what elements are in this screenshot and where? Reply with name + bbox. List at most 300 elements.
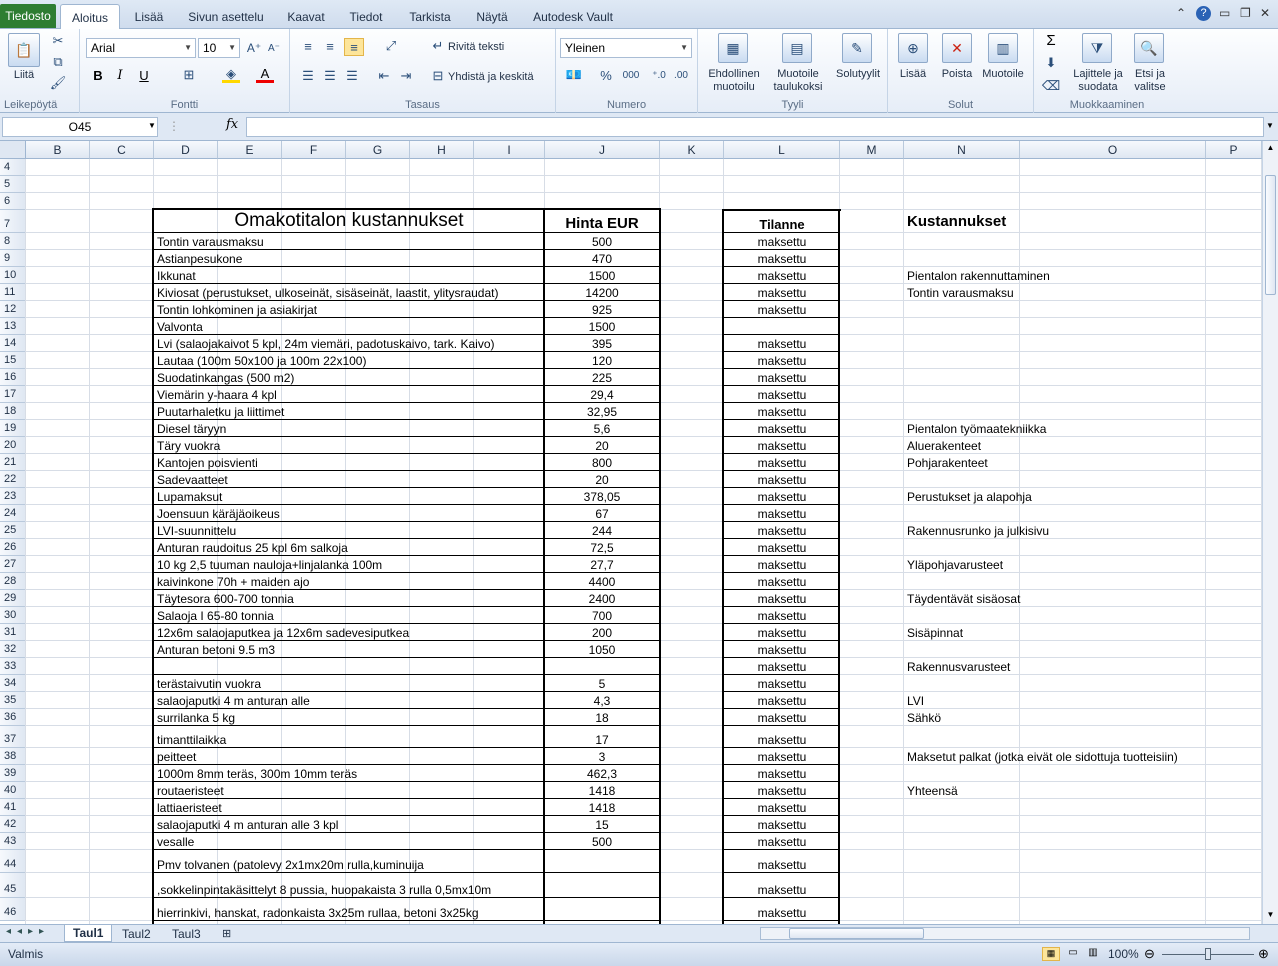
- cost-category[interactable]: Tontin varausmaksu: [907, 286, 1014, 300]
- tab-page-layout[interactable]: Sivun asettelu: [188, 9, 264, 24]
- paste-button[interactable]: Liitä: [13, 69, 35, 81]
- item-status[interactable]: maksettu: [757, 422, 807, 436]
- sort-filter-label-1[interactable]: Lajittele ja: [1073, 68, 1123, 80]
- row-header[interactable]: 18: [0, 403, 26, 420]
- item-status[interactable]: maksettu: [757, 252, 807, 266]
- decrease-indent-icon[interactable]: ⇤: [378, 68, 390, 83]
- window-restore-icon[interactable]: ❐: [1240, 6, 1251, 20]
- item-description[interactable]: Ikkunat: [157, 269, 196, 283]
- item-status[interactable]: maksettu: [757, 694, 807, 708]
- item-status[interactable]: maksettu: [757, 677, 807, 691]
- item-status[interactable]: maksettu: [757, 388, 807, 402]
- item-price[interactable]: 32,95: [586, 405, 618, 419]
- tab-formulas[interactable]: Kaavat: [287, 9, 325, 24]
- item-description[interactable]: hierrinkivi, hanskat, radonkaista 3x25m rullaa, betoni 3x25kg: [157, 906, 479, 920]
- item-price[interactable]: 27,7: [590, 558, 614, 572]
- item-status[interactable]: maksettu: [757, 767, 807, 781]
- row-header[interactable]: 4: [0, 159, 26, 176]
- item-description[interactable]: Salaoja I 65-80 tonnia: [157, 609, 274, 623]
- sheet-tab-taul1[interactable]: Taul1: [64, 925, 112, 942]
- fill-icon[interactable]: ⬇: [1045, 55, 1057, 70]
- item-price[interactable]: 14200: [585, 286, 619, 300]
- select-all-corner[interactable]: [0, 141, 26, 159]
- item-price[interactable]: 700: [591, 609, 613, 623]
- item-price[interactable]: 1418: [588, 801, 616, 815]
- row-header[interactable]: 13: [0, 318, 26, 335]
- item-price[interactable]: 29,4: [590, 388, 614, 402]
- align-right-icon[interactable]: ☰: [346, 68, 358, 83]
- tab-review[interactable]: Tarkista: [409, 9, 451, 24]
- item-status[interactable]: maksettu: [757, 473, 807, 487]
- column-header[interactable]: K: [660, 141, 724, 159]
- delete-cells-button[interactable]: Poista: [941, 68, 973, 80]
- costs-header[interactable]: Kustannukset: [907, 213, 1007, 230]
- item-status[interactable]: maksettu: [757, 711, 807, 725]
- item-status[interactable]: maksettu: [757, 558, 807, 572]
- row-header[interactable]: 38: [0, 748, 26, 765]
- item-price[interactable]: 244: [591, 524, 613, 538]
- row-header[interactable]: 45: [0, 873, 26, 898]
- column-header[interactable]: M: [840, 141, 904, 159]
- item-price[interactable]: [545, 850, 659, 873]
- cell-border: [723, 920, 840, 921]
- item-price[interactable]: [545, 873, 659, 898]
- help-icon[interactable]: ?: [1196, 6, 1211, 21]
- item-status[interactable]: maksettu: [757, 906, 807, 920]
- item-price[interactable]: 1500: [588, 269, 616, 283]
- item-description[interactable]: Anturan raudoitus 25 kpl 6m salkoja: [157, 541, 348, 555]
- column-header[interactable]: F: [282, 141, 346, 159]
- minimize-ribbon-icon[interactable]: ⌃: [1176, 6, 1187, 20]
- column-header[interactable]: P: [1206, 141, 1262, 159]
- item-price[interactable]: 67: [595, 507, 609, 521]
- format-cells-button[interactable]: Muotoile: [982, 68, 1024, 80]
- cost-category[interactable]: Pientalon rakennuttaminen: [907, 269, 1050, 283]
- cell-styles-button[interactable]: Solutyylit: [835, 68, 881, 80]
- item-description[interactable]: routaeristeet: [157, 784, 224, 798]
- item-price[interactable]: 18: [595, 711, 609, 725]
- row-header[interactable]: 42: [0, 816, 26, 833]
- item-status[interactable]: maksettu: [757, 337, 807, 351]
- paste-icon[interactable]: 📋: [8, 33, 40, 67]
- row-header[interactable]: 12: [0, 301, 26, 318]
- delete-cells-icon[interactable]: ✕: [942, 33, 972, 63]
- cost-category[interactable]: Täydentävät sisäosat: [907, 592, 1021, 606]
- column-header[interactable]: C: [90, 141, 154, 159]
- tab-insert[interactable]: Lisää: [134, 9, 164, 24]
- item-description[interactable]: Astianpesukone: [157, 252, 243, 266]
- item-description[interactable]: terästaivutin vuokra: [157, 677, 262, 691]
- item-status[interactable]: maksettu: [757, 643, 807, 657]
- item-status[interactable]: maksettu: [757, 818, 807, 832]
- row-header[interactable]: 27: [0, 556, 26, 573]
- row-header[interactable]: 33: [0, 658, 26, 675]
- horizontal-scroll-thumb[interactable]: [789, 928, 924, 939]
- format-cells-icon[interactable]: ▥: [988, 33, 1018, 63]
- tab-home[interactable]: Aloitus: [60, 4, 120, 30]
- format-painter-icon[interactable]: 🖌: [49, 75, 67, 90]
- item-description[interactable]: Tontin lohkominen ja asiakirjat: [157, 303, 318, 317]
- item-price[interactable]: 3: [598, 750, 606, 764]
- column-header[interactable]: J: [545, 141, 660, 159]
- item-price[interactable]: [545, 658, 659, 675]
- item-price[interactable]: 1050: [588, 643, 616, 657]
- insert-cells-button[interactable]: Lisää: [899, 68, 927, 80]
- item-description[interactable]: Täry vuokra: [157, 439, 221, 453]
- sheet-nav-icons[interactable]: ◂◂▸▸: [6, 926, 51, 937]
- increase-decimal-icon[interactable]: ⁺.0: [652, 69, 666, 81]
- item-description[interactable]: vesalle: [157, 835, 195, 849]
- item-price[interactable]: 1418: [588, 784, 616, 798]
- item-price[interactable]: 120: [591, 354, 613, 368]
- row-header[interactable]: 23: [0, 488, 26, 505]
- row-header[interactable]: 14: [0, 335, 26, 352]
- fill-color-icon[interactable]: ◈: [222, 67, 240, 83]
- tab-view[interactable]: Näytä: [476, 9, 508, 24]
- vertical-scrollbar[interactable]: [1262, 141, 1278, 924]
- format-as-table-label-1[interactable]: Muotoile: [777, 68, 819, 80]
- item-price[interactable]: 20: [595, 473, 609, 487]
- item-description[interactable]: kaivinkone 70h + maiden ajo: [157, 575, 310, 589]
- gridline: [25, 159, 26, 924]
- format-as-table-label-2[interactable]: taulukoksi: [773, 81, 823, 93]
- row-header[interactable]: 24: [0, 505, 26, 522]
- column-header[interactable]: B: [26, 141, 90, 159]
- item-description[interactable]: Sadevaatteet: [157, 473, 228, 487]
- item-price[interactable]: 4,3: [593, 694, 611, 708]
- underline-button[interactable]: U: [139, 67, 149, 83]
- item-description[interactable]: Kiviosat (perustukset, ulkoseinät, sisäseinät, laastit, ylitysraudat): [157, 286, 499, 300]
- item-status[interactable]: maksettu: [757, 235, 807, 249]
- item-status[interactable]: maksettu: [757, 439, 807, 453]
- item-description[interactable]: lattiaeristeet: [157, 801, 222, 815]
- item-status[interactable]: maksettu: [757, 541, 807, 555]
- item-price[interactable]: 5,6: [593, 422, 611, 436]
- row-header[interactable]: 9: [0, 250, 26, 267]
- item-status[interactable]: maksettu: [757, 592, 807, 606]
- number-format-select[interactable]: [560, 38, 692, 58]
- item-description[interactable]: Lvi (salaojakaivot 5 kpl, 24m viemäri, padotuskaivo, tark. Kaivo): [157, 337, 495, 351]
- item-status[interactable]: maksettu: [757, 883, 807, 897]
- clear-icon[interactable]: ⌫: [1041, 78, 1061, 93]
- item-description[interactable]: Joensuun käräjäoikeus: [157, 507, 280, 521]
- insert-function-button[interactable]: fx: [226, 117, 239, 132]
- item-price[interactable]: 395: [591, 337, 613, 351]
- normal-view-icon[interactable]: ▦: [1042, 947, 1060, 961]
- row-header[interactable]: 40: [0, 782, 26, 799]
- sort-filter-label-2[interactable]: suodata: [1078, 81, 1118, 93]
- row-header[interactable]: 32: [0, 641, 26, 658]
- page-layout-view-icon[interactable]: ▭: [1068, 947, 1078, 958]
- status-ready: Valmis: [8, 947, 44, 961]
- price-header[interactable]: Hinta EUR: [565, 215, 639, 232]
- name-box-dropdown-icon[interactable]: ▼: [148, 121, 156, 130]
- chevron-down-icon: ▼: [184, 43, 192, 52]
- row-header[interactable]: 31: [0, 624, 26, 641]
- find-select-label-1[interactable]: Etsi ja: [1135, 68, 1165, 80]
- item-description[interactable]: LVI-suunnittelu: [157, 524, 237, 538]
- scroll-down-icon[interactable]: ▼: [1266, 910, 1275, 919]
- bold-button[interactable]: B: [93, 67, 103, 83]
- item-description[interactable]: 12x6m salaojaputkea ja 12x6m sadevesiputkea: [157, 626, 410, 640]
- row-header[interactable]: 7: [0, 210, 26, 233]
- grow-font-icon[interactable]: A⁺: [246, 41, 262, 55]
- row-header[interactable]: 25: [0, 522, 26, 539]
- formula-input[interactable]: [246, 117, 1264, 137]
- item-status[interactable]: maksettu: [757, 286, 807, 300]
- autosum-icon[interactable]: Σ: [1046, 31, 1056, 49]
- copy-icon[interactable]: ⧉: [53, 54, 63, 69]
- item-description[interactable]: Anturan betoni 9.5 m3: [157, 643, 276, 657]
- name-box[interactable]: O45: [2, 117, 158, 137]
- column-header[interactable]: G: [346, 141, 410, 159]
- worksheet-grid[interactable]: [0, 141, 1262, 924]
- item-status[interactable]: maksettu: [757, 575, 807, 589]
- item-price[interactable]: 2400: [588, 592, 616, 606]
- item-price[interactable]: 462,3: [586, 767, 618, 781]
- item-status[interactable]: maksettu: [757, 733, 807, 747]
- item-price[interactable]: 20: [595, 439, 609, 453]
- item-price[interactable]: [545, 898, 659, 921]
- row-header[interactable]: 41: [0, 799, 26, 816]
- row-header[interactable]: 28: [0, 573, 26, 590]
- row-header[interactable]: 5: [0, 176, 26, 193]
- item-price[interactable]: 15: [595, 818, 609, 832]
- cost-category[interactable]: Sisäpinnat: [907, 626, 964, 640]
- item-price[interactable]: 378,05: [583, 490, 621, 504]
- row-header[interactable]: 46: [0, 898, 26, 921]
- item-status[interactable]: maksettu: [757, 858, 807, 872]
- item-price[interactable]: 925: [591, 303, 613, 317]
- align-middle-icon[interactable]: ≡: [326, 38, 334, 54]
- sheet-tab-taul3[interactable]: Taul3: [172, 926, 201, 941]
- conditional-formatting-icon[interactable]: ▦: [718, 33, 748, 63]
- item-description[interactable]: surrilanka 5 kg: [157, 711, 236, 725]
- orientation-icon[interactable]: ⤢: [385, 38, 397, 53]
- currency-icon[interactable]: 💶: [565, 67, 583, 82]
- item-description[interactable]: Suodatinkangas (500 m2): [157, 371, 295, 385]
- cost-category[interactable]: Yläpohjavarusteet: [907, 558, 1004, 572]
- find-select-icon[interactable]: 🔍: [1134, 33, 1164, 63]
- item-description[interactable]: [154, 658, 544, 675]
- shrink-font-icon[interactable]: A⁻: [268, 42, 280, 54]
- column-header[interactable]: L: [724, 141, 840, 159]
- item-description[interactable]: 10 kg 2,5 tuuman nauloja+linjalanka 100m: [157, 558, 383, 572]
- cost-category[interactable]: Maksetut palkat (jotka eivät ole sidottuja tuotteisiin): [907, 750, 1178, 764]
- row-header[interactable]: 29: [0, 590, 26, 607]
- item-status[interactable]: [724, 318, 840, 335]
- item-status[interactable]: maksettu: [757, 660, 807, 674]
- row-header[interactable]: 19: [0, 420, 26, 437]
- item-description[interactable]: timanttilaikka: [157, 733, 227, 747]
- column-header[interactable]: I: [474, 141, 545, 159]
- wrap-text-button[interactable]: Rivitä teksti: [448, 41, 505, 53]
- group-clipboard: [0, 29, 80, 113]
- item-description[interactable]: ,sokkelinpintakäsittelyt 8 pussia, huopakaista 3 rulla 0,5mx10m: [157, 883, 492, 897]
- cost-category[interactable]: Perustukset ja alapohja: [907, 490, 1032, 504]
- font-size-select[interactable]: [198, 38, 240, 58]
- item-price[interactable]: 470: [591, 252, 613, 266]
- window-close-icon[interactable]: ✕: [1260, 6, 1271, 20]
- cut-icon[interactable]: ✂: [52, 33, 64, 48]
- row-header[interactable]: 15: [0, 352, 26, 369]
- cost-category[interactable]: Rakennusrunko ja julkisivu: [907, 524, 1050, 538]
- item-price[interactable]: 225: [591, 371, 613, 385]
- item-description[interactable]: Tontin varausmaksu: [157, 235, 264, 249]
- row-header[interactable]: 30: [0, 607, 26, 624]
- conditional-formatting-label-2[interactable]: muotoilu: [713, 81, 755, 93]
- row-header[interactable]: 11: [0, 284, 26, 301]
- item-status[interactable]: maksettu: [757, 750, 807, 764]
- item-description[interactable]: peitteet: [157, 750, 197, 764]
- item-status[interactable]: maksettu: [757, 371, 807, 385]
- row-header[interactable]: 6: [0, 193, 26, 210]
- item-status[interactable]: maksettu: [757, 354, 807, 368]
- thousands-button[interactable]: 000: [622, 69, 640, 81]
- cost-category[interactable]: Rakennusvarusteet: [907, 660, 1011, 674]
- item-description[interactable]: salaojaputki 4 m anturan alle: [157, 694, 310, 708]
- item-status[interactable]: maksettu: [757, 490, 807, 504]
- row-header[interactable]: 8: [0, 233, 26, 250]
- item-description[interactable]: Pmv tolvanen (patolevy 2x1mx20m rulla,kuminuija: [157, 858, 424, 872]
- column-header[interactable]: H: [410, 141, 474, 159]
- item-status[interactable]: maksettu: [757, 784, 807, 798]
- item-description[interactable]: Kantojen poisvienti: [157, 456, 258, 470]
- sheet-tab-taul2[interactable]: Taul2: [122, 926, 151, 941]
- column-header[interactable]: O: [1020, 141, 1206, 159]
- item-status[interactable]: maksettu: [757, 456, 807, 470]
- gridline: [26, 175, 1262, 176]
- insert-sheet-icon[interactable]: ⊞: [222, 928, 232, 940]
- item-description[interactable]: Puutarhaletku ja liittimet: [157, 405, 285, 419]
- sort-filter-icon[interactable]: ⧩: [1082, 33, 1112, 63]
- scroll-up-icon[interactable]: ▲: [1266, 143, 1275, 152]
- table-title[interactable]: Omakotitalon kustannukset: [234, 210, 464, 231]
- item-price[interactable]: 1500: [588, 320, 616, 334]
- item-price[interactable]: 500: [591, 835, 613, 849]
- page-break-view-icon[interactable]: ▥: [1088, 947, 1098, 958]
- item-description[interactable]: Lupamaksut: [157, 490, 223, 504]
- align-top-icon[interactable]: ≡: [304, 38, 312, 54]
- item-description[interactable]: Valvonta: [157, 320, 203, 334]
- zoom-in-icon[interactable]: ⊕: [1258, 946, 1269, 961]
- wrap-text-icon[interactable]: ↵: [432, 38, 444, 53]
- item-status[interactable]: maksettu: [757, 524, 807, 538]
- item-status[interactable]: maksettu: [757, 609, 807, 623]
- item-status[interactable]: maksettu: [757, 801, 807, 815]
- cell-styles-icon[interactable]: ✎: [842, 33, 872, 63]
- increase-indent-icon[interactable]: ⇥: [400, 68, 412, 83]
- item-description[interactable]: Täytesora 600-700 tonnia: [157, 592, 294, 606]
- cost-category[interactable]: Sähkö: [907, 711, 942, 725]
- item-price[interactable]: 5: [598, 677, 606, 691]
- item-description[interactable]: 1000m 8mm teräs, 300m 10mm teräs: [157, 767, 358, 781]
- item-status[interactable]: maksettu: [757, 303, 807, 317]
- item-status[interactable]: maksettu: [757, 626, 807, 640]
- column-header[interactable]: D: [154, 141, 218, 159]
- chevron-down-icon: ▼: [228, 43, 236, 52]
- italic-button[interactable]: I: [117, 67, 123, 83]
- file-tab[interactable]: Tiedosto: [0, 4, 56, 28]
- decrease-decimal-icon[interactable]: .00: [674, 69, 688, 81]
- item-price[interactable]: 800: [591, 456, 613, 470]
- borders-icon[interactable]: ⊞: [183, 67, 195, 82]
- expand-formula-bar-icon[interactable]: ▼: [1266, 121, 1274, 130]
- tab-data[interactable]: Tiedot: [349, 9, 383, 24]
- row-header[interactable]: 39: [0, 765, 26, 782]
- window-minimize-icon[interactable]: ▭: [1219, 6, 1231, 20]
- font-color-icon[interactable]: A: [256, 67, 274, 83]
- item-status[interactable]: maksettu: [757, 835, 807, 849]
- formula-bar-handle-icon[interactable]: ⋮: [168, 119, 180, 133]
- vertical-scroll-thumb[interactable]: [1265, 175, 1276, 295]
- percent-button[interactable]: %: [600, 67, 612, 83]
- cost-category[interactable]: Yhteensä: [907, 784, 958, 798]
- item-price[interactable]: 200: [591, 626, 613, 640]
- item-description[interactable]: Lautaa (100m 50x100 ja 100m 22x100): [157, 354, 367, 368]
- zoom-level[interactable]: 100%: [1108, 947, 1139, 961]
- row-header[interactable]: 22: [0, 471, 26, 488]
- insert-cells-icon[interactable]: ⊕: [898, 33, 928, 63]
- cost-category[interactable]: Pohjarakenteet: [907, 456, 988, 470]
- cost-category[interactable]: Aluerakenteet: [907, 439, 982, 453]
- font-name-select[interactable]: [86, 38, 196, 58]
- zoom-slider-thumb[interactable]: [1205, 948, 1211, 960]
- item-status[interactable]: maksettu: [757, 507, 807, 521]
- cell-border: [722, 209, 841, 211]
- column-header[interactable]: N: [904, 141, 1020, 159]
- cost-category[interactable]: Pientalon työmaatekniikka: [907, 422, 1047, 436]
- horizontal-scrollbar[interactable]: [760, 927, 1250, 940]
- row-header[interactable]: 10: [0, 267, 26, 284]
- merge-center-button[interactable]: Yhdistä ja keskitä: [448, 71, 534, 83]
- row-header[interactable]: 34: [0, 675, 26, 692]
- cost-category[interactable]: LVI: [907, 694, 925, 708]
- conditional-formatting-label-1[interactable]: Ehdollinen: [708, 68, 760, 80]
- row-header[interactable]: 20: [0, 437, 26, 454]
- row-header[interactable]: 36: [0, 709, 26, 726]
- item-description[interactable]: Viemärin y-haara 4 kpl: [157, 388, 277, 402]
- item-price[interactable]: 17: [595, 733, 609, 747]
- format-as-table-icon[interactable]: ▤: [782, 33, 812, 63]
- zoom-out-icon[interactable]: ⊖: [1144, 946, 1155, 961]
- row-header[interactable]: 44: [0, 850, 26, 873]
- item-description[interactable]: salaojaputki 4 m anturan alle 3 kpl: [157, 818, 339, 832]
- row-header[interactable]: 26: [0, 539, 26, 556]
- align-center-icon[interactable]: ☰: [324, 68, 336, 83]
- row-header[interactable]: 21: [0, 454, 26, 471]
- item-price[interactable]: 500: [591, 235, 613, 249]
- item-price[interactable]: 72,5: [590, 541, 614, 555]
- item-status[interactable]: maksettu: [757, 269, 807, 283]
- align-bottom-icon[interactable]: ≡: [344, 38, 364, 56]
- cell-border: [543, 208, 545, 924]
- find-select-label-2[interactable]: valitse: [1134, 81, 1166, 93]
- row-header[interactable]: 17: [0, 386, 26, 403]
- row-header[interactable]: 16: [0, 369, 26, 386]
- column-header[interactable]: E: [218, 141, 282, 159]
- merge-center-icon[interactable]: ⊟: [432, 68, 444, 83]
- item-description[interactable]: Diesel täryyn: [157, 422, 227, 436]
- tab-autodesk-vault[interactable]: Autodesk Vault: [533, 9, 613, 24]
- item-price[interactable]: 4400: [588, 575, 616, 589]
- row-header[interactable]: 35: [0, 692, 26, 709]
- align-left-icon[interactable]: ☰: [302, 68, 314, 83]
- status-header[interactable]: Tilanne: [759, 217, 805, 232]
- item-status[interactable]: maksettu: [757, 405, 807, 419]
- row-header[interactable]: 43: [0, 833, 26, 850]
- row-header[interactable]: 37: [0, 726, 26, 748]
